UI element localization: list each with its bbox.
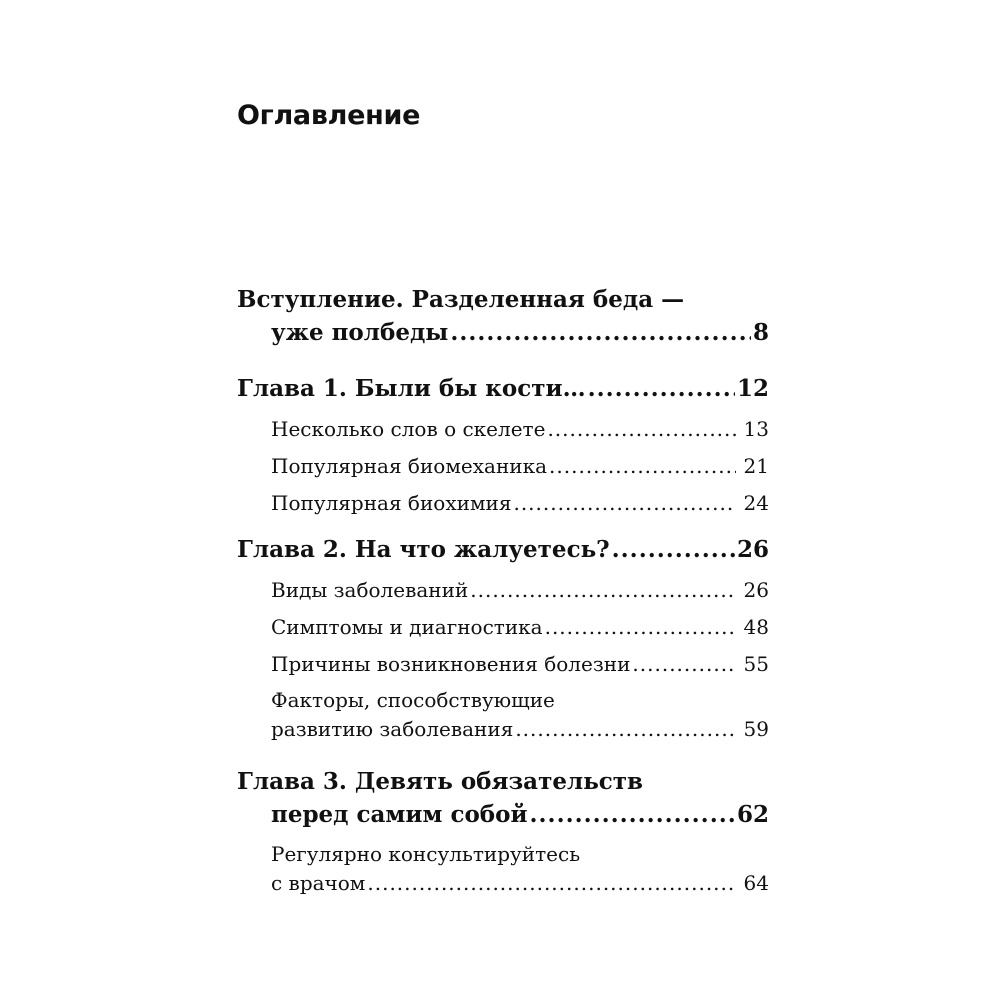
- section-title: Популярная биохимия: [271, 491, 512, 515]
- dot-leader: [470, 575, 735, 605]
- section-title: Популярная биомеханика: [271, 454, 548, 478]
- toc-entry-chapter-2: [237, 533, 769, 566]
- page-number: 64: [743, 871, 769, 895]
- section-title: Несколько слов о скелете: [271, 417, 546, 441]
- section-leader-row: [271, 715, 769, 744]
- page-number: 59: [743, 717, 769, 741]
- table-of-contents: [237, 283, 769, 898]
- dot-leader: [547, 414, 735, 444]
- page-number: 48: [743, 615, 769, 639]
- chapter-title-line: Вступление. Разделенная беда —: [237, 286, 685, 313]
- chapter-leader-row: [271, 798, 769, 831]
- page-number: 21: [743, 454, 769, 478]
- dot-leader: [515, 715, 735, 744]
- page-number: 26: [743, 578, 769, 602]
- chapter-leader-row: [237, 533, 769, 566]
- page-number: 13: [743, 417, 769, 441]
- toc-section: [271, 575, 769, 605]
- dot-leader: [549, 451, 736, 481]
- section-leader-row: [271, 869, 769, 898]
- section-title: с врачом: [271, 871, 366, 895]
- page-number: 55: [743, 652, 769, 676]
- toc-section: [271, 451, 769, 481]
- section-title: Причины возникновения болезни: [271, 652, 631, 676]
- section-title: Факторы, способствующие: [271, 688, 555, 712]
- toc-section: [271, 612, 769, 642]
- page-number: 24: [743, 491, 769, 515]
- toc-section: [271, 414, 769, 444]
- chapter-2-sections: [237, 575, 769, 744]
- section-title: развитию заболевания: [271, 717, 514, 741]
- chapter-1-sections: [237, 414, 769, 518]
- page-title: Оглавление: [237, 100, 421, 131]
- toc-section: [271, 840, 769, 898]
- dot-leader: [513, 488, 735, 518]
- chapter-leader-row: [237, 372, 769, 405]
- dot-leader: [450, 316, 751, 349]
- page-number: 26: [736, 536, 769, 563]
- dot-leader: [632, 649, 735, 679]
- dot-leader: [588, 372, 735, 405]
- chapter-title-line: уже полбеды: [271, 319, 449, 346]
- toc-entry-introduction: [237, 283, 769, 349]
- section-title: Виды заболеваний: [271, 578, 469, 602]
- dot-leader: [530, 798, 735, 831]
- toc-section: [271, 488, 769, 518]
- chapter-3-sections: [237, 840, 769, 898]
- chapter-title-line: Глава 1. Были бы кости…: [237, 375, 586, 402]
- page-number: 8: [752, 319, 769, 346]
- toc-entry-chapter-1: [237, 372, 769, 405]
- toc-entry-chapter-3: [237, 765, 769, 831]
- dot-leader: [545, 612, 736, 642]
- toc-section: [271, 649, 769, 679]
- page-number: 62: [736, 801, 769, 828]
- chapter-title-line: Глава 3. Девять обязательств: [237, 768, 644, 795]
- chapter-title-line: перед самим собой: [271, 801, 528, 828]
- toc-section: [271, 686, 769, 744]
- chapter-title-line: Глава 2. На что жалуетесь?: [237, 536, 610, 563]
- chapter-leader-row: [271, 316, 769, 349]
- section-title: Регулярно консультируйтесь: [271, 842, 581, 866]
- dot-leader: [367, 869, 735, 898]
- dot-leader: [612, 533, 735, 566]
- section-title: Симптомы и диагностика: [271, 615, 543, 639]
- page-number: 12: [736, 375, 769, 402]
